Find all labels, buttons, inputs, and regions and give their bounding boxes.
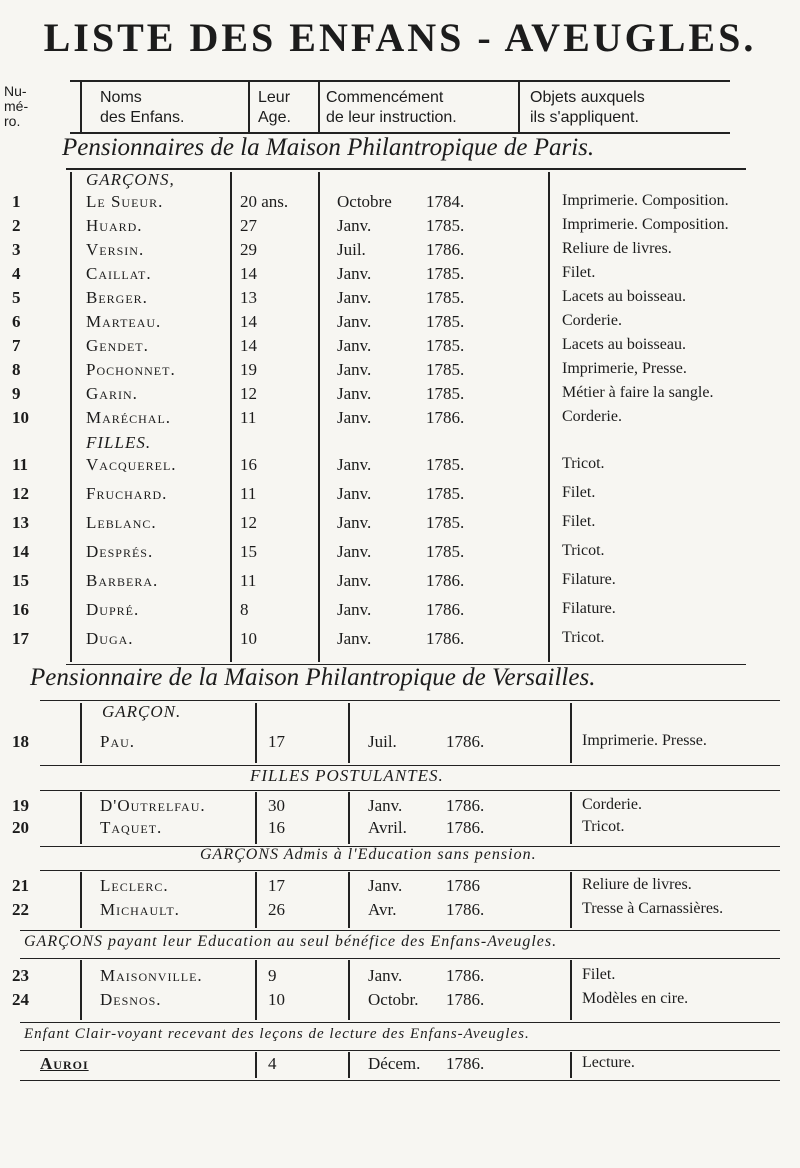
row-object: Lecture.	[582, 1054, 635, 1071]
row-name: Marteau.	[86, 312, 162, 331]
row-number: 8	[12, 360, 21, 379]
row-object: Tricot.	[582, 818, 625, 835]
row-month: Janv.	[337, 484, 372, 503]
row-month: Janv.	[337, 629, 372, 648]
row-object: Filet.	[582, 966, 616, 983]
table-row	[0, 360, 800, 384]
table-row	[0, 990, 800, 1014]
table-row	[0, 966, 800, 990]
row-name: Leclerc.	[100, 876, 169, 895]
row-object: Filature.	[562, 571, 616, 588]
header-divider	[518, 82, 520, 132]
category-girls-postulantes: FILLES POSTULANTES.	[250, 766, 444, 785]
table-row	[0, 408, 800, 432]
row-month: Janv.	[337, 336, 372, 355]
section-rule	[20, 958, 780, 959]
row-number: 17	[12, 629, 29, 648]
section-title-paris: Pensionnaires de la Maison Philantropique de Paris.	[62, 134, 595, 161]
header-top-rule	[70, 80, 730, 82]
row-number: 16	[12, 600, 29, 619]
row-age: 11	[240, 408, 257, 427]
row-object: Corderie.	[582, 796, 642, 813]
row-age: 17	[268, 732, 285, 751]
row-name: Berger.	[86, 288, 148, 307]
row-year: 1786.	[426, 629, 465, 648]
table-row	[0, 192, 800, 216]
row-object: Lacets au boisseau.	[562, 288, 686, 305]
row-age: 12	[240, 513, 257, 532]
row-name: Auroi	[40, 1054, 89, 1073]
row-name: Barbera.	[86, 571, 159, 590]
row-month: Janv.	[337, 264, 372, 283]
row-object: Filet.	[562, 484, 596, 501]
table-row	[0, 336, 800, 360]
row-name: Gendet.	[86, 336, 149, 355]
section-rule	[20, 1022, 780, 1023]
category-boy: GARÇON.	[102, 702, 182, 721]
row-number: 12	[12, 484, 29, 503]
row-year: 1786.	[426, 600, 465, 619]
table-row	[0, 796, 800, 820]
header-start: Commencément de leur instruction.	[326, 89, 457, 126]
row-age: 9	[268, 966, 277, 985]
row-number: 23	[12, 966, 29, 985]
category-boys-admis: GARÇONS Admis à l'Education sans pension.	[200, 846, 537, 863]
row-name: Després.	[86, 542, 154, 561]
table-row	[0, 629, 800, 653]
table-row	[0, 384, 800, 408]
row-object: Imprimerie, Presse.	[562, 360, 687, 377]
row-name: Garin.	[86, 384, 138, 403]
row-age: 14	[240, 312, 257, 331]
table-row	[0, 513, 800, 537]
row-name: Fruchard.	[86, 484, 168, 503]
row-month: Janv.	[337, 312, 372, 331]
row-year: 1786.	[446, 796, 485, 815]
row-object: Filet.	[562, 264, 596, 281]
table-row	[0, 264, 800, 288]
section-rule	[20, 1050, 780, 1051]
section-title-versailles: Pensionnaire de la Maison Philantropique de Versailles.	[30, 664, 596, 691]
row-year: 1786.	[446, 1054, 485, 1073]
section-rule	[40, 700, 780, 701]
row-age: 10	[240, 629, 257, 648]
row-name: Duga.	[86, 629, 134, 648]
row-object: Filet.	[562, 513, 596, 530]
row-number: 6	[12, 312, 21, 331]
table-row	[0, 876, 800, 900]
row-name: D'Outrelfau.	[100, 796, 206, 815]
row-year: 1785.	[426, 513, 465, 532]
row-age: 14	[240, 264, 257, 283]
row-object: Reliure de livres.	[582, 876, 692, 893]
row-month: Janv.	[368, 876, 403, 895]
row-age: 19	[240, 360, 257, 379]
row-month: Avril.	[368, 818, 407, 837]
row-year: 1785.	[426, 384, 465, 403]
table-row	[0, 732, 800, 756]
table-row	[0, 240, 800, 264]
row-object: Modèles en cire.	[582, 990, 689, 1007]
header-number-label: Nu- mé- ro.	[4, 83, 29, 129]
row-year: 1786.	[446, 900, 485, 919]
row-name: Taquet.	[100, 818, 163, 837]
table-row	[0, 455, 800, 479]
row-number: 22	[12, 900, 29, 919]
row-age: 17	[268, 876, 285, 895]
row-year: 1784.	[426, 192, 465, 211]
row-number: 18	[12, 732, 29, 751]
header-divider	[248, 82, 250, 132]
row-age: 29	[240, 240, 257, 259]
row-month: Janv.	[337, 360, 372, 379]
row-number: 5	[12, 288, 21, 307]
row-object: Imprimerie. Composition.	[562, 216, 729, 233]
row-year: 1786.	[446, 966, 485, 985]
row-month: Janv.	[337, 513, 372, 532]
row-age: 12	[240, 384, 257, 403]
row-year: 1786.	[446, 990, 485, 1009]
row-object: Tricot.	[562, 542, 605, 559]
row-number: 7	[12, 336, 21, 355]
row-year: 1785.	[426, 484, 465, 503]
row-age: 27	[240, 216, 257, 235]
row-name: Versin.	[86, 240, 145, 259]
row-number: 4	[12, 264, 21, 283]
row-month: Janv.	[337, 408, 372, 427]
row-age: 30	[268, 796, 285, 815]
row-name: Vacquerel.	[86, 455, 177, 474]
row-year: 1786.	[446, 732, 485, 751]
row-year: 1785.	[426, 336, 465, 355]
row-name: Desnos.	[100, 990, 162, 1009]
row-number: 19	[12, 796, 29, 815]
row-object: Filature.	[562, 600, 616, 617]
row-name: Pochonnet.	[86, 360, 176, 379]
row-number: 1	[12, 192, 21, 211]
row-age: 10	[268, 990, 285, 1009]
row-object: Lacets au boisseau.	[562, 336, 686, 353]
row-month: Janv.	[337, 600, 372, 619]
page-title: LISTE DES ENFANS - AVEUGLES.	[43, 15, 757, 60]
table-row	[0, 571, 800, 595]
row-year: 1786.	[426, 240, 465, 259]
row-year: 1785.	[426, 216, 465, 235]
row-year: 1785.	[426, 360, 465, 379]
row-number: 11	[12, 455, 29, 474]
row-month: Octobre	[337, 192, 392, 211]
row-age: 15	[240, 542, 257, 561]
row-number: 3	[12, 240, 21, 259]
row-number: 24	[12, 990, 29, 1009]
row-name: Pau.	[100, 732, 136, 751]
table-row	[0, 484, 800, 508]
row-year: 1785.	[426, 264, 465, 283]
row-object: Tresse à Carnassières.	[582, 900, 724, 917]
row-name: Le Sueur.	[86, 192, 164, 211]
category-boys-payant: GARÇONS payant leur Education au seul bénéfice des Enfans-Aveugles.	[24, 933, 558, 950]
category-girls: FILLES.	[86, 433, 152, 452]
row-month: Juil.	[368, 732, 397, 751]
section-rule	[20, 1080, 780, 1081]
table-row	[0, 1054, 800, 1078]
row-object: Tricot.	[562, 629, 605, 646]
row-month: Janv.	[337, 216, 372, 235]
row-object: Tricot.	[562, 455, 605, 472]
row-object: Corderie.	[562, 408, 622, 425]
table-row	[0, 600, 800, 624]
row-age: 26	[268, 900, 285, 919]
section-rule	[40, 790, 780, 791]
row-age: 4	[268, 1054, 277, 1073]
header-names: Noms des Enfans.	[100, 89, 185, 126]
row-name: Maisonville.	[100, 966, 203, 985]
row-year: 1785.	[426, 312, 465, 331]
row-age: 13	[240, 288, 257, 307]
row-month: Octobr.	[368, 990, 419, 1009]
row-age: 16	[240, 455, 257, 474]
row-month: Juil.	[337, 240, 366, 259]
header-objects: Objets auxquels ils s'appliquent.	[530, 89, 645, 126]
table-row	[0, 900, 800, 924]
row-month: Décem.	[368, 1054, 421, 1073]
category-child: Enfant Clair-voyant recevant des leçons de lecture des Enfans-Aveugles.	[24, 1026, 530, 1042]
row-age: 11	[240, 484, 257, 503]
row-month: Janv.	[368, 966, 403, 985]
table-row	[0, 216, 800, 240]
header-divider	[80, 82, 82, 132]
row-year: 1786.	[446, 818, 485, 837]
row-month: Janv.	[337, 288, 372, 307]
row-name: Huard.	[86, 216, 143, 235]
table-row	[0, 818, 800, 842]
row-year: 1785.	[426, 542, 465, 561]
row-year: 1785.	[426, 455, 465, 474]
row-age: 14	[240, 336, 257, 355]
row-month: Janv.	[337, 384, 372, 403]
row-object: Imprimerie. Composition.	[562, 192, 729, 209]
row-number: 13	[12, 513, 29, 532]
section-rule	[20, 930, 780, 931]
header-divider	[318, 82, 320, 132]
table-row	[0, 288, 800, 312]
row-age: 11	[240, 571, 257, 590]
row-name: Maréchal.	[86, 408, 172, 427]
row-month: Avr.	[368, 900, 397, 919]
row-name: Dupré.	[86, 600, 140, 619]
row-number: 14	[12, 542, 29, 561]
row-object: Reliure de livres.	[562, 240, 672, 257]
table-row	[0, 542, 800, 566]
row-year: 1786.	[426, 408, 465, 427]
category-boys: GARÇONS,	[86, 170, 175, 189]
row-number: 9	[12, 384, 21, 403]
row-month: Janv.	[337, 571, 372, 590]
row-age: 16	[268, 818, 285, 837]
row-object: Métier à faire la sangle.	[562, 384, 714, 401]
header-age: Leur Age.	[258, 89, 291, 126]
row-number: 10	[12, 408, 29, 427]
row-age: 8	[240, 600, 249, 619]
row-object: Corderie.	[562, 312, 622, 329]
row-number: 21	[12, 876, 29, 895]
table-row	[0, 312, 800, 336]
row-year: 1785.	[426, 288, 465, 307]
row-month: Janv.	[337, 455, 372, 474]
row-year: 1786	[446, 876, 480, 895]
row-number: 2	[12, 216, 21, 235]
row-month: Janv.	[337, 542, 372, 561]
row-name: Caillat.	[86, 264, 152, 283]
section-rule	[40, 870, 780, 871]
row-month: Janv.	[368, 796, 403, 815]
row-name: Michault.	[100, 900, 180, 919]
row-number: 20	[12, 818, 29, 837]
row-object: Imprimerie. Presse.	[582, 732, 707, 749]
row-age: 20 ans.	[240, 192, 289, 211]
row-name: Leblanc.	[86, 513, 157, 532]
row-year: 1786.	[426, 571, 465, 590]
row-number: 15	[12, 571, 29, 590]
